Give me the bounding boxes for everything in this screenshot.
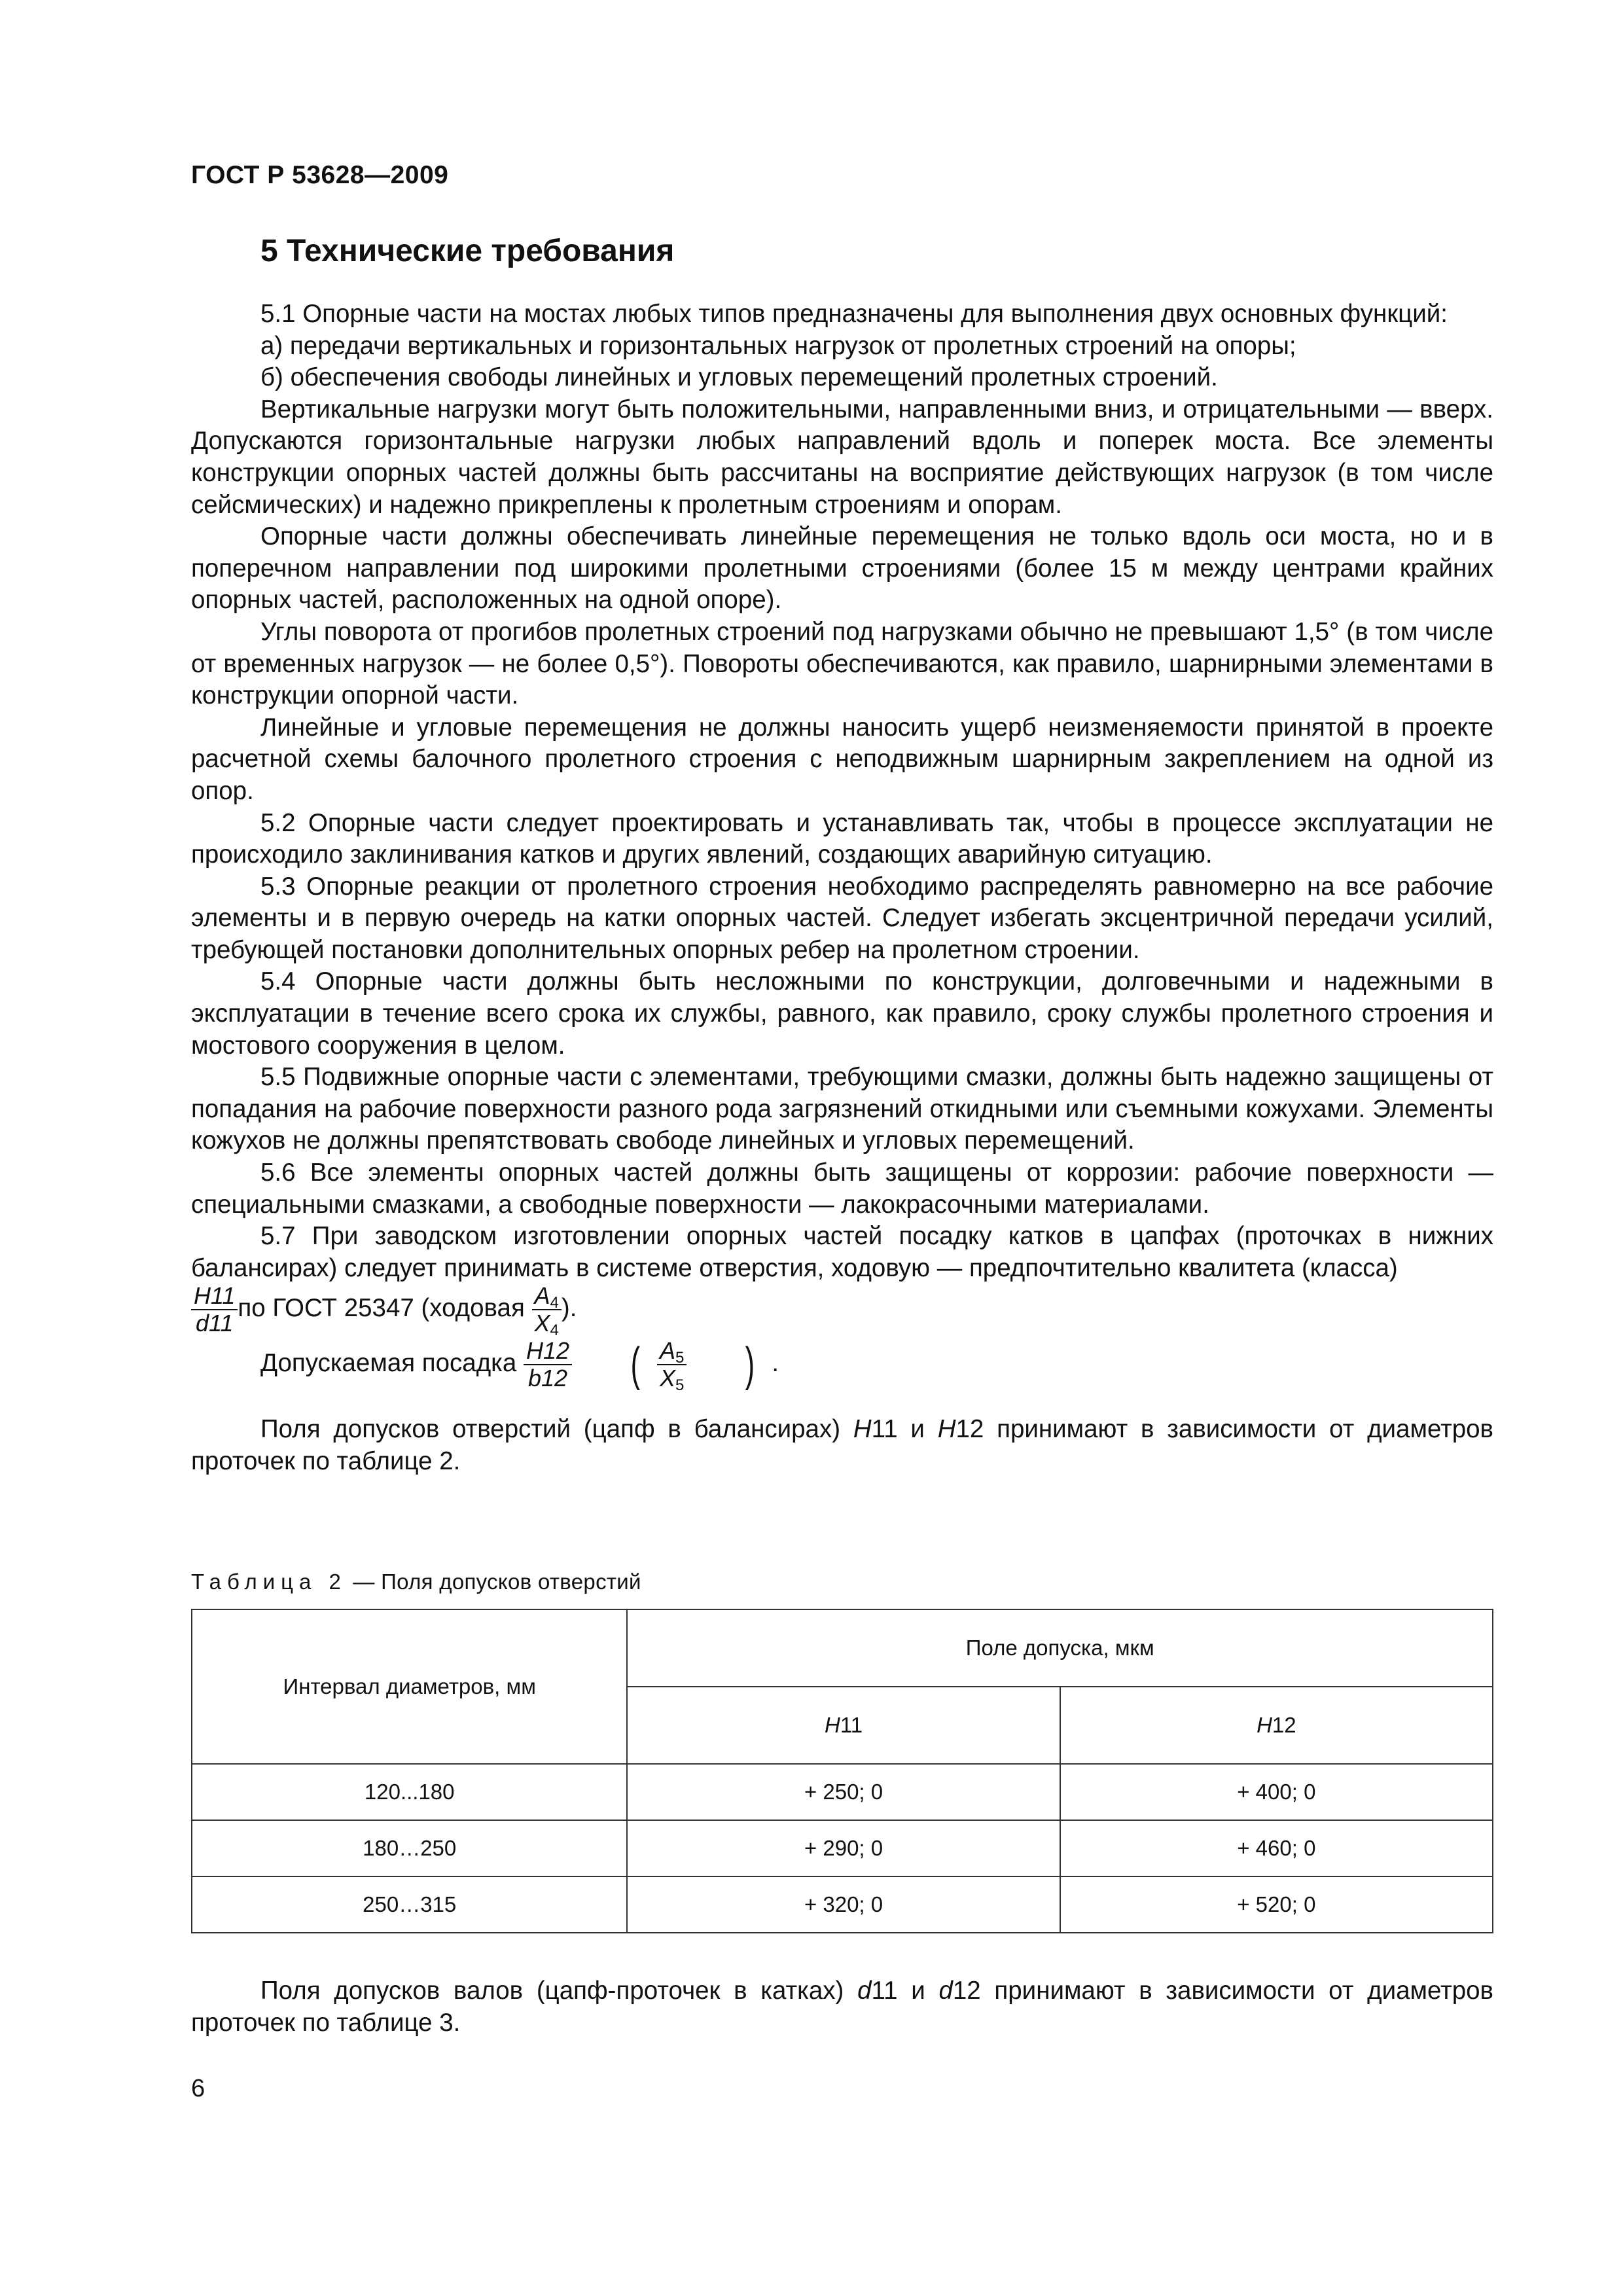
cell-h11: + 290; 0 [627,1820,1060,1876]
formula-running-fit: $\frac{H11}{d11}$ по ГОСТ 25347 (ходовая $\frac{A_4}{X_4}$ ). [191,1284,1493,1335]
cell-interval: 180…250 [192,1820,627,1876]
cell-h12: + 520; 0 [1060,1876,1493,1933]
page-number: 6 [191,2075,205,2102]
fraction-h12-b12: $\frac{H12}{b12}$ [524,1339,572,1390]
body-text [191,298,1493,1478]
cell-interval: 250…315 [192,1876,627,1933]
cell-h11: + 320; 0 [627,1876,1060,1933]
tail-text [191,1975,1493,2039]
table-caption: Таблица 2 — Поля допусков отверстий [191,1570,641,1594]
paragraph: Линейные и угловые перемещения не должны наносить ущерб неизменяемости принятой в проекте расчетной схемы балочного пролетного строения с неподвижным шарнирным закреплением на одной из опор. [191,713,1493,805]
header-h11: H11 [627,1687,1060,1764]
cell-h11: + 250; 0 [627,1764,1060,1820]
header-h12: H12 [1060,1687,1493,1764]
paragraph: 5.4 Опорные части должны быть несложными по конструкции, долговечными и надежными в эксплуатации в течение всего срока их службы, равного, как правило, сроку службы пролетного строения и мостового сооружения в целом. [191,967,1493,1060]
document-code: ГОСТ Р 53628—2009 [191,161,449,189]
fraction-a4-x4: $\frac{A_4}{X_4}$ [532,1284,562,1335]
paragraph: Вертикальные нагрузки могут быть положительными, направленными вниз, и отрицательными — вверх. Допускаются горизонтальные нагрузки любых направлений вдоль и поперек моста. Все элементы конструкции опорных частей должны быть рассчитаны на восприятие действующих нагрузок (в том числе сейсмических) и надежно прикреплены к пролетным строениям и опорам. [191,395,1493,519]
paragraph: 5.7 При заводском изготовлении опорных частей посадку катков в цапфах (проточках в нижних балансирах) следует принимать в системе отверстия, ходовую — предпочтительно квалитета (класса) [191,1222,1493,1282]
formula-allowed-fit: Допускаемая посадка $\frac{H12}{b12}$ ( $\frac{A_5}{X_5}$ ) . [260,1337,779,1395]
paragraph: Углы поворота от прогибов пролетных строений под нагрузками обычно не превышают 1,5° (в том числе от временных нагрузок — не более 0,5°). Повороты обеспечиваются, как правило, шарнирными элементами в конструкции опорной части. [191,617,1493,710]
paragraph: 5.5 Подвижные опорные части с элементами, требующими смазки, должны быть надежно защищены от попадания на рабочие поверхности разного рода загрязнений откидными или съемными кожухами. Элементы кожухов не должны препятствовать свободе линейных и угловых перемещений. [191,1063,1493,1155]
paragraph: Опорные части должны обеспечивать линейные перемещения не только вдоль оси моста, но и в поперечном направлении под широкими пролетными строениями (более 15 м между центрами крайних опорных частей, расположенных на одной опоре). [191,522,1493,615]
paragraph: Поля допусков валов (цапф-проточек в катках) d11 и d12 принимают в зависимости от диаметров проточек по таблице 3. [191,1977,1493,2037]
tolerance-table [191,1609,1493,1933]
cell-h12: + 400; 0 [1060,1764,1493,1820]
paragraph: 5.3 Опорные реакции от пролетного строения необходимо распределять равномерно на все рабочие элементы и в первую очередь на катки опорных частей. Следует избегать эксцентричной передачи усилий, требующей постановки дополнительных опорных ребер на пролетном строении. [191,872,1493,964]
paragraph: Поля допусков отверстий (цапф в балансирах) H11 и H12 принимают в зависимости от диаметров проточек по таблице 2. [191,1415,1493,1475]
table-row [192,1876,1493,1933]
section-title: 5 Технические требования [260,234,675,268]
paragraph: 5.6 Все элементы опорных частей должны быть защищены от коррозии: рабочие поверхности — специальными смазками, а свободные поверхности — лакокрасочными материалами. [191,1158,1493,1219]
cell-h12: + 460; 0 [1060,1820,1493,1876]
fraction-h11-d11: $\frac{H11}{d11}$ [191,1284,238,1335]
table-row [192,1820,1493,1876]
header-interval: Интервал диаметров, мм [192,1609,627,1764]
right-paren: ) [745,1338,755,1391]
table-row [192,1764,1493,1820]
paragraph: 5.2 Опорные части следует проектировать и устанавливать так, чтобы в процессе эксплуатации не происходило заклинивания катков и других явлений, создающих аварийную ситуацию. [191,808,1493,869]
left-paren: ( [630,1338,641,1391]
cell-interval: 120...180 [192,1764,627,1820]
paragraph: 5.1 Опорные части на мостах любых типов предназначены для выполнения двух основных функций: [260,300,1448,328]
list-item: б) обеспечения свободы линейных и угловых перемещений пролетных строений. [260,363,1218,392]
list-item: а) передачи вертикальных и горизонтальных нагрузок от пролетных строений на опоры; [260,331,1296,360]
header-tolerance: Поле допуска, мкм [627,1609,1493,1687]
fraction-a5-x5: $\frac{A_5}{X_5}$ [657,1339,687,1390]
